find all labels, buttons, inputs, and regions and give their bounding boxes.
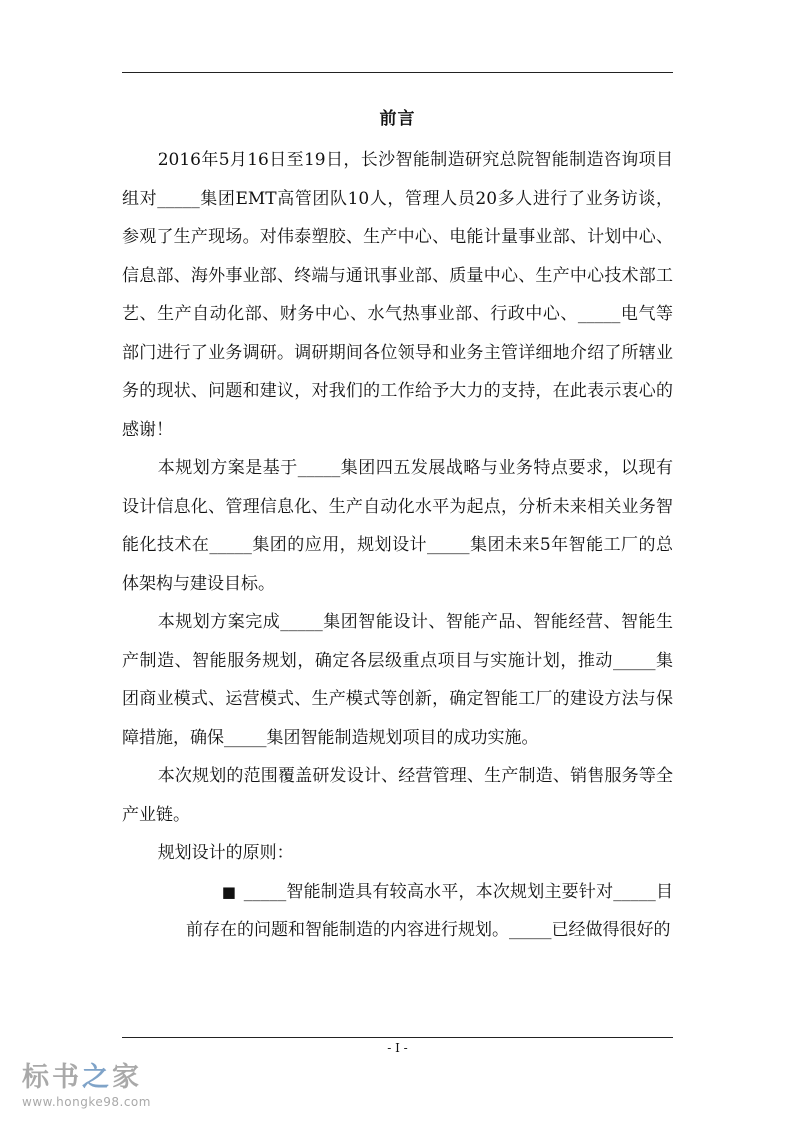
watermark-url: www.hongke98.com: [22, 1095, 151, 1109]
watermark-logo: [22, 1062, 162, 1110]
paragraph-principles-heading: 规划设计的原则：: [157, 843, 294, 863]
paragraph-scope-of-work: 本规划方案完成_____集团智能设计、智能产品、智能经营、智能生产制造、智能服务规划，确定各层级重点项目与实施计划，推动_____集团商业模式、运营模式、生产模式等创新，确定智能工厂的建设方法与保障措施，确保_____集团智能制造规划项目的成功实施。: [122, 612, 673, 748]
footer-rule: [122, 1037, 673, 1038]
page-title: 前言: [379, 109, 416, 129]
bullet-item: [122, 873, 673, 950]
paragraph-basis: 本规划方案是基于_____集团四五发展战略与业务特点要求，以现有设计信息化、管理信息化、生产自动化水平为起点，分析未来相关业务智能化技术在_____集团的应用，规划设计_____集团未来5年智能工厂的总体架构与建设目标。: [122, 458, 673, 594]
bullet-text: _____智能制造具有较高水平，本次规划主要针对_____目前存在的问题和智能制造的内容进行规划。_____已经做得很好的: [186, 881, 673, 940]
paragraph-coverage: 本次规划的范围覆盖研发设计、经营管理、生产制造、销售服务等全产业链。: [122, 766, 673, 825]
page-number: - I -: [387, 1041, 408, 1055]
watermark-brand: 标书之家: [22, 1062, 142, 1093]
header-rule: [122, 72, 673, 73]
paragraph-intro: 2016年5月16日至19日，长沙智能制造研究总院智能制造咨询项目组对_____集团EMT高管团队10人，管理人员20多人进行了业务访谈，参观了生产现场。对伟泰塑胶、生产中心、电能计量事业部、计划中心、信息部、海外事业部、终端与通讯事业部、质量中心、生产中心技术部工艺、生产自动化部、财务中心、水气热事业部、行政中心、_____电气等部门进行了业务调研。调研期间各位领导和业务主管详细地介绍了所辖业务的现状、问题和建议，对我们的工作给予大力的支持，在此表示衷心的感谢！: [122, 150, 673, 440]
document-body: [122, 141, 673, 950]
bullet-square-icon: ■: [221, 882, 236, 901]
